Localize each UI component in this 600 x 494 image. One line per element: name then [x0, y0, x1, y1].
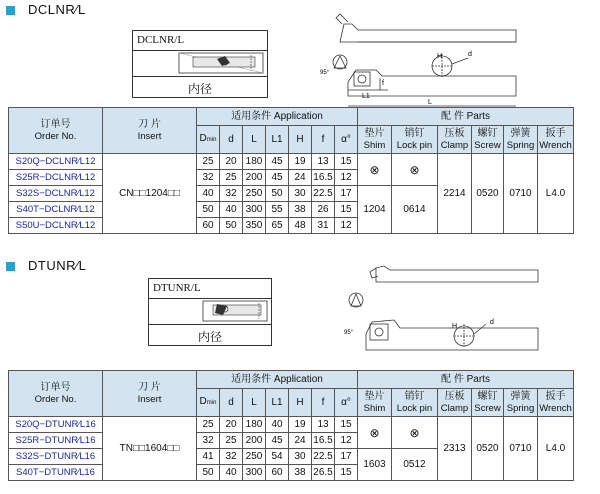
cell-L: 300: [243, 202, 266, 218]
cell-d: 50: [220, 218, 243, 234]
dim-H-label: H: [437, 53, 443, 60]
cell-alpha: 15: [335, 417, 358, 433]
cell-D: 25: [197, 417, 220, 433]
insert-code: CN□□1204□□: [103, 154, 197, 234]
table-row: [9, 154, 574, 170]
header-insert: 刀 片 Insert: [103, 108, 197, 154]
cell-L1: 45: [266, 154, 289, 170]
cell-d: 20: [220, 417, 243, 433]
cell-H: 48: [289, 218, 312, 234]
cell-L: 250: [243, 449, 266, 465]
cell-L1: 65: [266, 218, 289, 234]
section-title: DCLNR∕L: [28, 2, 86, 17]
header-D: Dmin: [197, 389, 220, 417]
order-no: S32S−DTUNR∕L16: [9, 449, 103, 465]
cell-d: 20: [220, 154, 243, 170]
clamp-code: 2214: [438, 154, 472, 234]
wrench-code: L4.0: [538, 417, 574, 481]
header-lockpin: 销钉 Lock pin: [392, 126, 438, 154]
order-no: S20Q−DTUNR∕L16: [9, 417, 103, 433]
angle-label: 95°: [344, 330, 354, 336]
cell-D: 50: [197, 465, 220, 481]
order-no: S25R−DCLNR∕L12: [9, 170, 103, 186]
cell-H: 30: [289, 449, 312, 465]
cell-L1: 54: [266, 449, 289, 465]
cell-L: 300: [243, 465, 266, 481]
cell-f: 16.5: [312, 433, 335, 449]
header-parts: 配 件 Parts: [358, 108, 574, 126]
cell-H: 24: [289, 170, 312, 186]
lockpin-code: 0614: [392, 186, 438, 234]
inset-figure: [148, 278, 272, 346]
spring-code: 0710: [504, 154, 538, 234]
cell-D: 50: [197, 202, 220, 218]
cell-alpha: 17: [335, 186, 358, 202]
spring-code: 0710: [504, 417, 538, 481]
cell-L1: 45: [266, 433, 289, 449]
cell-alpha: 12: [335, 170, 358, 186]
header-L1: L1: [266, 389, 289, 417]
lockpin-code: 0512: [392, 449, 438, 481]
cell-d: 25: [220, 170, 243, 186]
header-f: f: [312, 126, 335, 154]
header-d: d: [220, 126, 243, 154]
cell-alpha: 15: [335, 465, 358, 481]
section-title: DTUNR∕L: [28, 258, 87, 273]
header-screw: 螺钉 Screw: [472, 389, 504, 417]
order-no: S20Q−DCLNR∕L12: [9, 154, 103, 170]
inset-label: DCLNR/L: [137, 34, 185, 46]
header-H: H: [289, 389, 312, 417]
inset-drawing: [133, 51, 267, 77]
header-f: f: [312, 389, 335, 417]
insert-code: TN□□1604□□: [103, 417, 197, 481]
cell-H: 38: [289, 202, 312, 218]
cell-L: 180: [243, 417, 266, 433]
cell-f: 22.5: [312, 449, 335, 465]
dim-d-label: d: [468, 51, 472, 58]
cell-H: 19: [289, 154, 312, 170]
header-d: d: [220, 389, 243, 417]
inner-diameter-label: 内径: [197, 330, 222, 344]
shim-code: 1603: [358, 449, 392, 481]
order-no: S40T−DCLNR∕L12: [9, 202, 103, 218]
tool-drawing: [318, 12, 528, 110]
cell-L1: 45: [266, 170, 289, 186]
cell-d: 32: [220, 449, 243, 465]
cell-D: 32: [197, 433, 220, 449]
angle-label: 95°: [320, 70, 330, 76]
cell-H: 30: [289, 186, 312, 202]
lockpin-none-symbol: ⊗: [392, 417, 438, 449]
cell-D: 41: [197, 449, 220, 465]
table-row: [9, 417, 574, 433]
cell-f: 13: [312, 417, 335, 433]
header-insert: 刀 片 Insert: [103, 371, 197, 417]
order-no: S25R−DTUNR∕L16: [9, 433, 103, 449]
section-marker: [6, 6, 15, 15]
screw-code: 0520: [472, 154, 504, 234]
inner-diameter-label: 内径: [187, 82, 212, 96]
header-lockpin: 销钉 Lock pin: [392, 389, 438, 417]
header-wrench: 扳手 Wrench: [538, 126, 574, 154]
cell-f: 16.5: [312, 170, 335, 186]
shim-none-symbol: ⊗: [358, 154, 392, 186]
dim-d-label: d: [490, 319, 494, 326]
spec-table-dclnr: [8, 107, 574, 234]
cell-H: 19: [289, 417, 312, 433]
cell-d: 40: [220, 465, 243, 481]
header-alpha: α°: [335, 389, 358, 417]
dim-L1-label: L1: [362, 93, 370, 100]
header-shim: 垫片 Shim: [358, 126, 392, 154]
cell-L: 350: [243, 218, 266, 234]
cell-alpha: 17: [335, 449, 358, 465]
header-alpha: α°: [335, 126, 358, 154]
cell-alpha: 15: [335, 202, 358, 218]
header-L: L: [243, 126, 266, 154]
lockpin-none-symbol: ⊗: [392, 154, 438, 186]
cell-d: 32: [220, 186, 243, 202]
header-parts: 配 件 Parts: [358, 371, 574, 389]
header-screw: 螺钉 Screw: [472, 126, 504, 154]
cell-L: 180: [243, 154, 266, 170]
header-clamp: 压板 Clamp: [438, 126, 472, 154]
cell-L: 250: [243, 186, 266, 202]
header-H: H: [289, 126, 312, 154]
cell-f: 26: [312, 202, 335, 218]
cell-alpha: 12: [335, 433, 358, 449]
section-marker: [6, 262, 15, 271]
cell-L1: 40: [266, 417, 289, 433]
header-conditions: 适用条件 Application: [197, 371, 358, 389]
header-clamp: 压板 Clamp: [438, 389, 472, 417]
inset-figure: [132, 30, 268, 98]
dim-f-label: f: [382, 80, 384, 87]
clamp-code: 2313: [438, 417, 472, 481]
cell-f: 31: [312, 218, 335, 234]
shim-none-symbol: ⊗: [358, 417, 392, 449]
cell-L: 200: [243, 433, 266, 449]
cell-D: 32: [197, 170, 220, 186]
cell-alpha: 12: [335, 218, 358, 234]
cell-f: 22.5: [312, 186, 335, 202]
header-order: 订单号 Order No.: [9, 108, 103, 154]
header-conditions: 适用条件 Application: [197, 108, 358, 126]
order-no: S32S−DCLNR∕L12: [9, 186, 103, 202]
cell-D: 60: [197, 218, 220, 234]
inset-drawing: [149, 299, 271, 325]
order-no: S50U−DCLNR∕L12: [9, 218, 103, 234]
cell-H: 24: [289, 433, 312, 449]
cell-d: 25: [220, 433, 243, 449]
order-no: S40T−DTUNR∕L16: [9, 465, 103, 481]
header-order: 订单号 Order No.: [9, 371, 103, 417]
spec-table-dtunr: [8, 370, 574, 481]
header-L1: L1: [266, 126, 289, 154]
cell-H: 38: [289, 465, 312, 481]
dim-H-label: H: [452, 323, 458, 330]
screw-code: 0520: [472, 417, 504, 481]
header-shim: 垫片 Shim: [358, 389, 392, 417]
header-wrench: 扳手 Wrench: [538, 389, 574, 417]
cell-D: 40: [197, 186, 220, 202]
wrench-code: L4.0: [538, 154, 574, 234]
cell-d: 40: [220, 202, 243, 218]
header-L: L: [243, 389, 266, 417]
cell-D: 25: [197, 154, 220, 170]
cell-f: 26.5: [312, 465, 335, 481]
cell-alpha: 15: [335, 154, 358, 170]
header-spring: 弹簧 Spring: [504, 389, 538, 417]
header-spring: 弹簧 Spring: [504, 126, 538, 154]
cell-L: 200: [243, 170, 266, 186]
cell-L1: 60: [266, 465, 289, 481]
inset-label: DTUNR/L: [153, 282, 201, 294]
dim-L-label: L: [428, 99, 432, 106]
cell-L1: 55: [266, 202, 289, 218]
tool-drawing: [340, 262, 550, 360]
cell-L1: 50: [266, 186, 289, 202]
shim-code: 1204: [358, 186, 392, 234]
header-D: Dmin: [197, 126, 220, 154]
cell-f: 13: [312, 154, 335, 170]
